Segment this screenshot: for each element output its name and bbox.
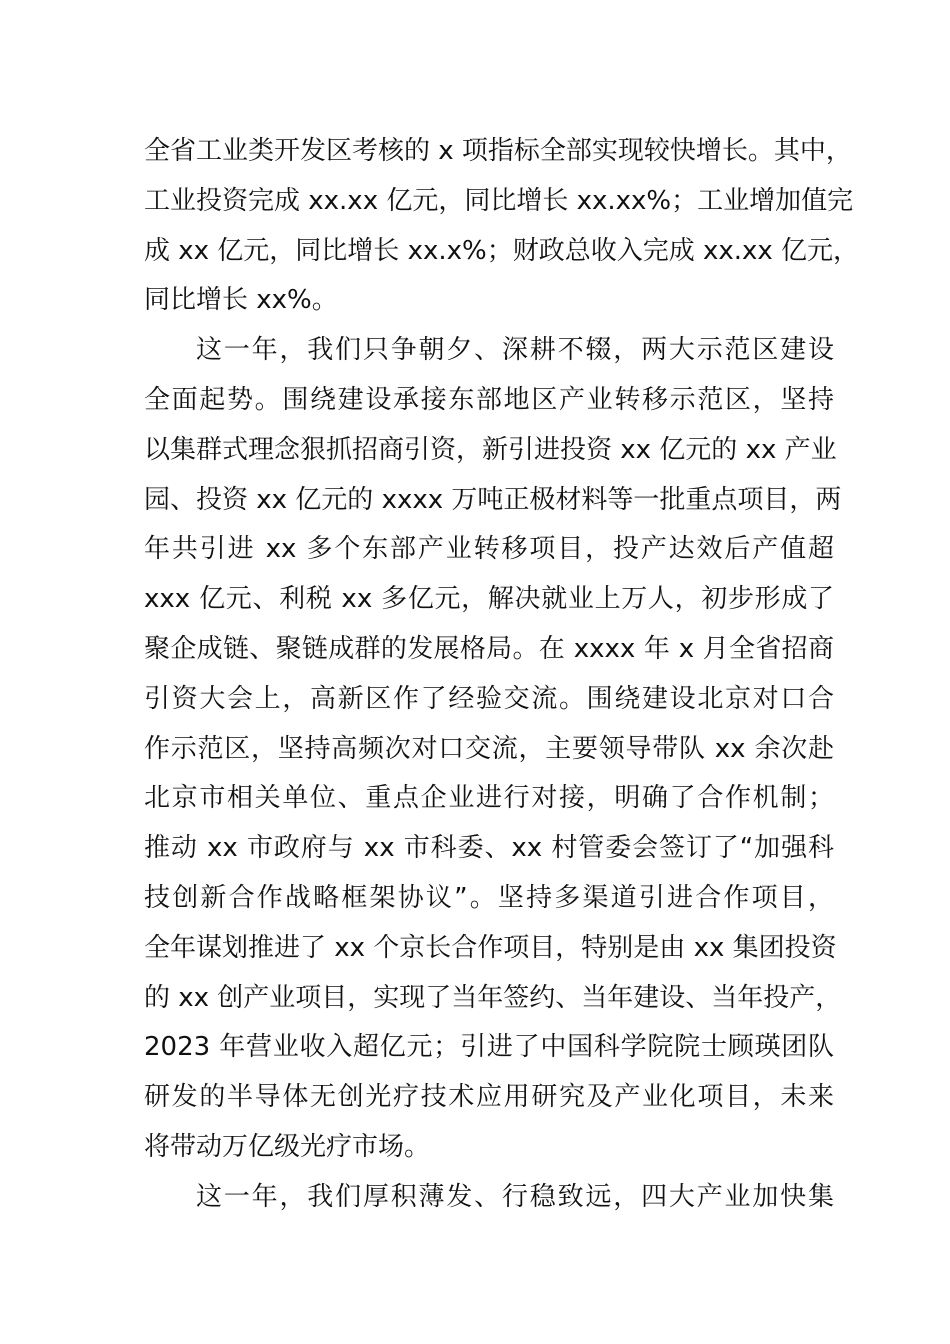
text-line: 这一年，我们厚积薄发、行稳致远，四大产业加快集 — [196, 1181, 834, 1212]
text-line: 全面起势。围绕建设承接东部地区产业转移示范区，坚持 — [144, 384, 834, 415]
text-line: 园、投资 xx 亿元的 xxxx 万吨正极材料等一批重点项目，两 — [144, 484, 842, 515]
text-line: 聚企成链、聚链成群的发展格局。在 xxxx 年 x 月全省招商 — [144, 633, 834, 664]
text-line: 引资大会上，高新区作了经验交流。围绕建设北京对口合 — [144, 683, 834, 714]
text-line: 全省工业类开发区考核的 x 项指标全部实现较快增长。其中， — [144, 136, 852, 166]
paragraph-3 — [144, 1173, 834, 1223]
text-line: 研发的半导体无创光疗技术应用研究及产业化项目，未来 — [144, 1082, 834, 1113]
paragraph-1 — [144, 127, 860, 326]
text-line: 成 xx 亿元，同比增长 xx.x%；财政总收入完成 xx.xx 亿元， — [144, 235, 860, 266]
text-line: 这一年，我们只争朝夕、深耕不辍，两大示范区建设 — [196, 335, 834, 366]
text-line: 同比增长 xx%。 — [144, 285, 338, 316]
paragraph-2 — [144, 326, 842, 1173]
text-line: 年共引进 xx 多个东部产业转移项目，投产达效后产值超 — [144, 534, 834, 565]
text-line: 作示范区，坚持高频次对口交流，主要领导带队 xx 余次赴 — [144, 733, 834, 764]
text-line: 技创新合作战略框架协议”。坚持多渠道引进合作项目， — [144, 882, 834, 913]
text-line: 全年谋划推进了 xx 个京长合作项目，特别是由 xx 集团投资 — [144, 932, 837, 963]
text-line: xxx 亿元、利税 xx 多亿元，解决就业上万人，初步形成了 — [144, 584, 834, 615]
text-line: 北京市相关单位、重点企业进行对接，明确了合作机制； — [144, 783, 834, 814]
text-line: 以集群式理念狠抓招商引资，新引进投资 xx 亿元的 xx 产业 — [144, 434, 837, 465]
text-line: 2023 年营业收入超亿元；引进了中国科学院院士顾瑛团队 — [144, 1032, 834, 1063]
body-text — [144, 127, 860, 1223]
text-line: 工业投资完成 xx.xx 亿元，同比增长 xx.xx%；工业增加值完 — [144, 185, 854, 216]
text-line: 的 xx 创产业项目，实现了当年签约、当年建设、当年投产， — [144, 982, 842, 1013]
text-line: 将带动万亿级光疗市场。 — [144, 1131, 431, 1162]
text-line: 推动 xx 市政府与 xx 市科委、xx 村管委会签订了“加强科 — [144, 833, 834, 864]
